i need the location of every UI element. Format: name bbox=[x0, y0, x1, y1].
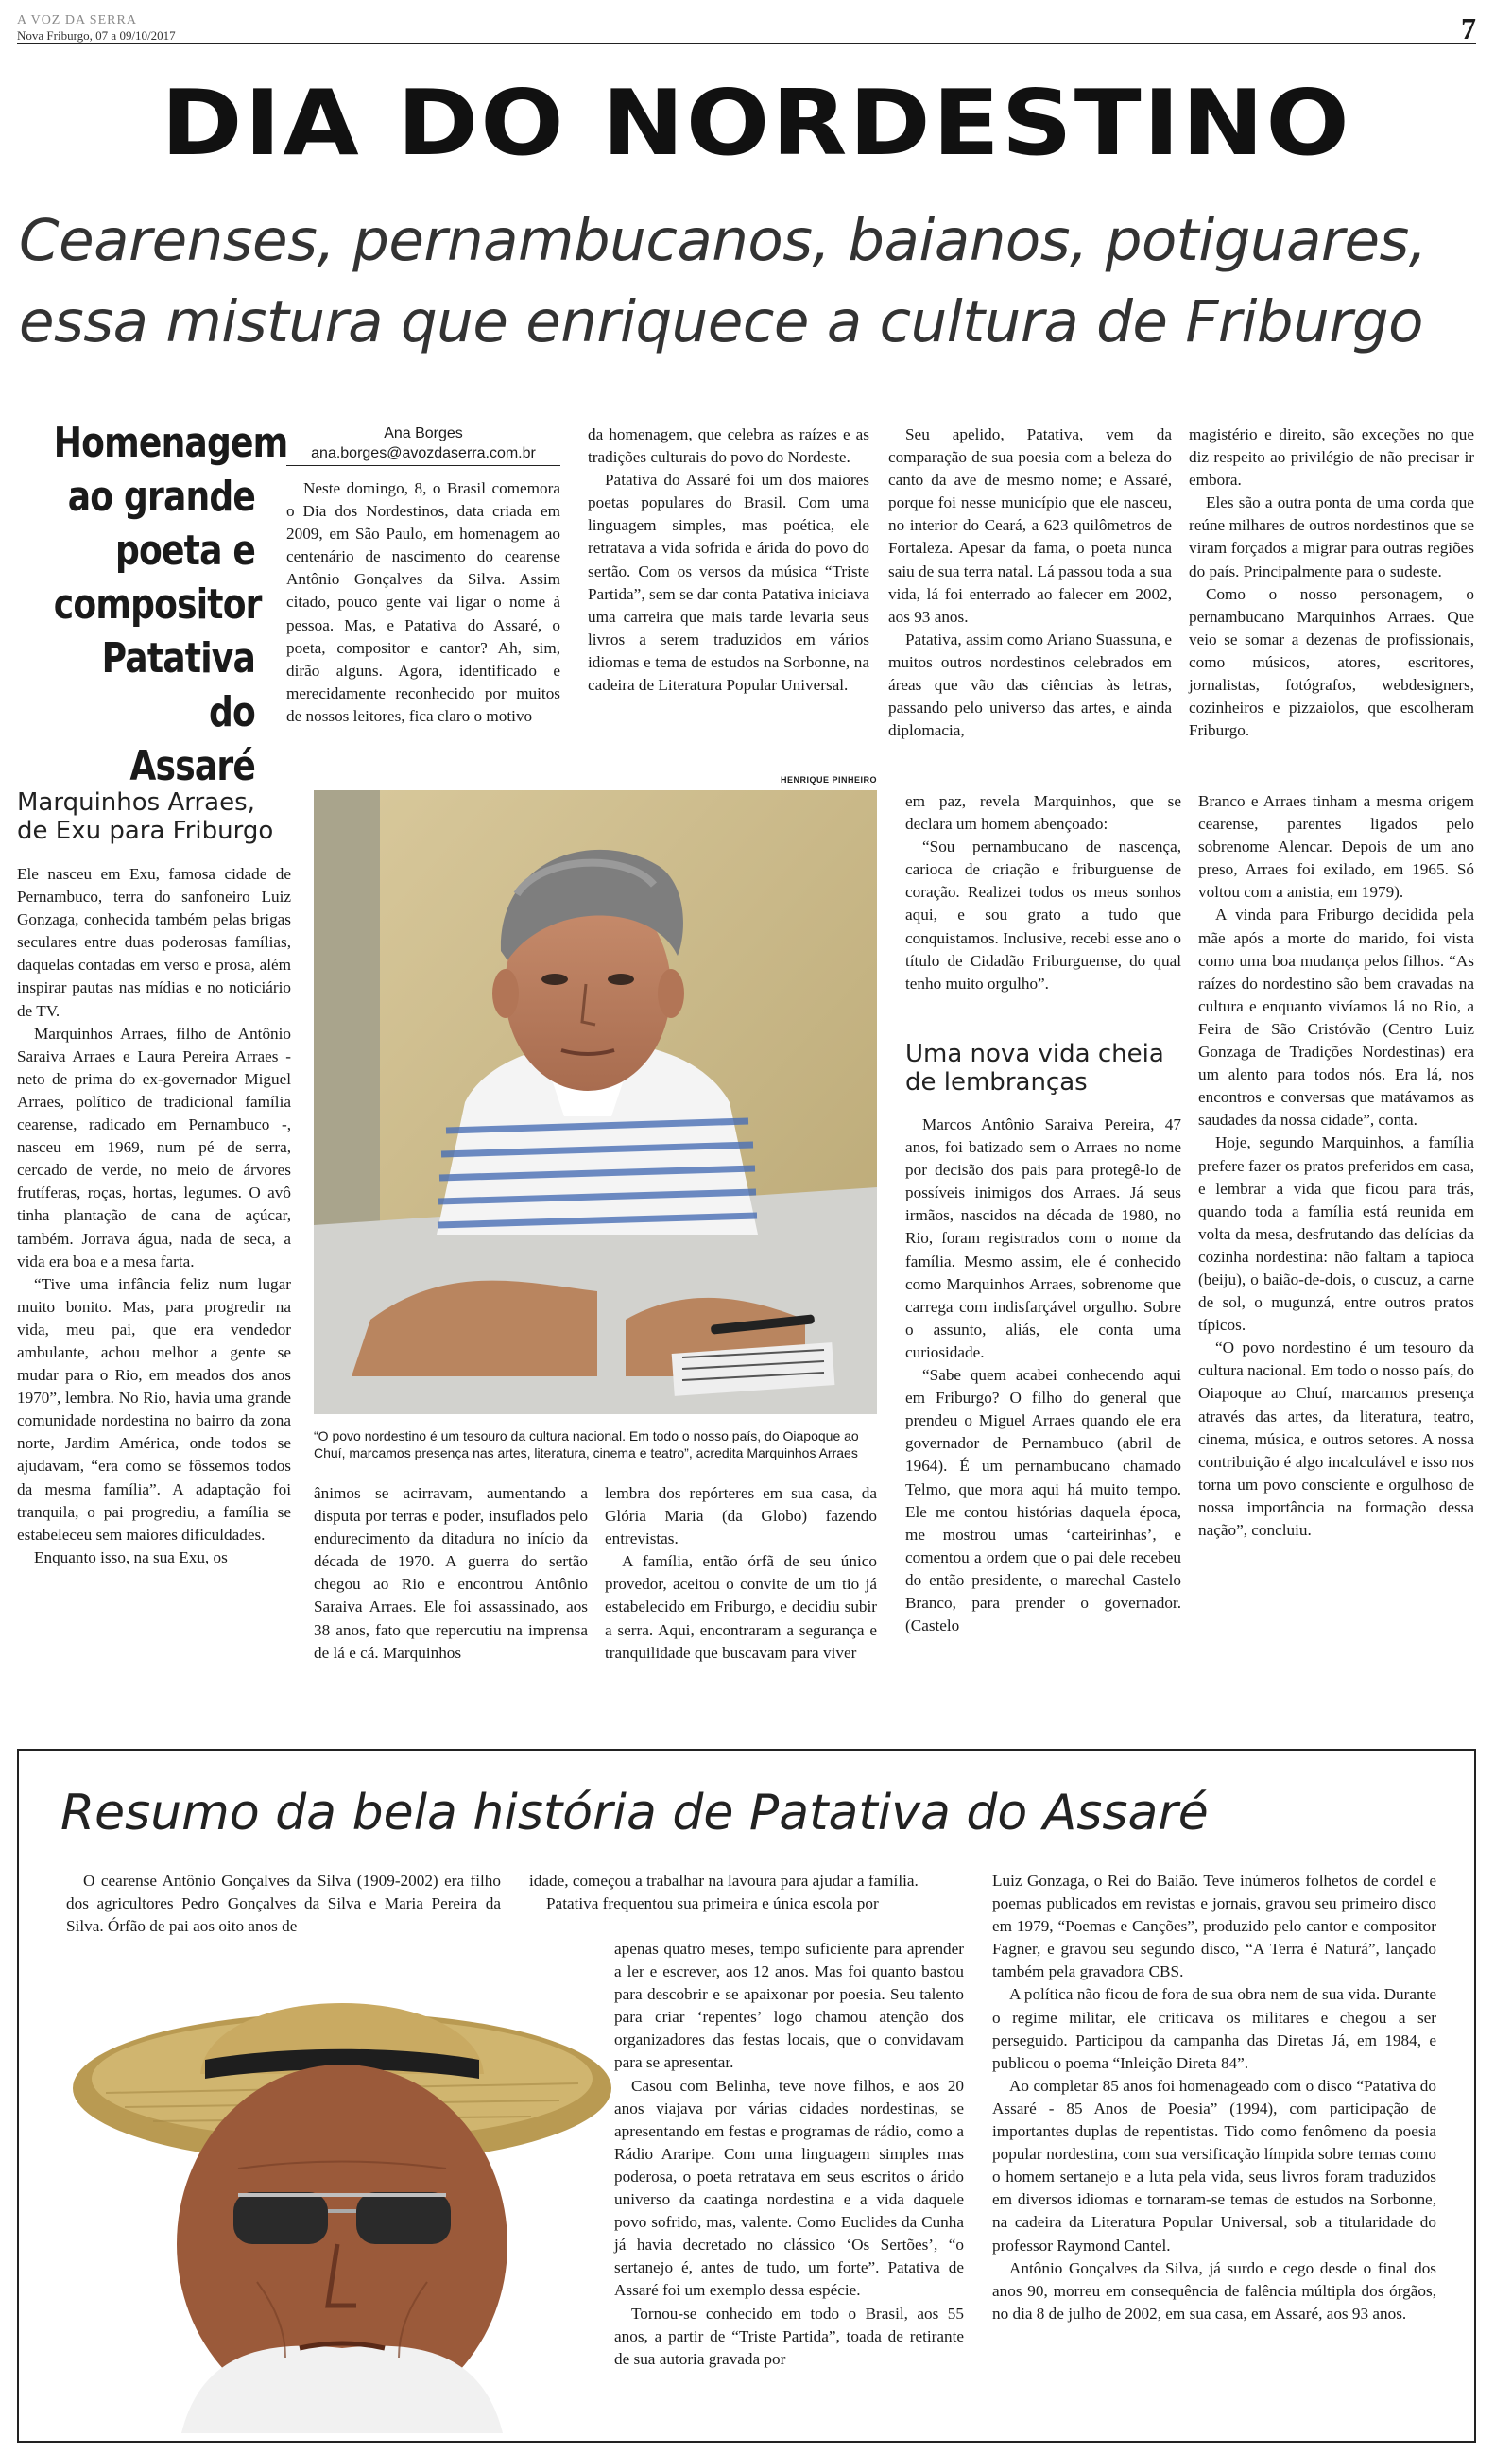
paragraph: “O povo nordestino é um tesouro da cultura nacional. Em todo o nosso país, do Oiapoque ao Chuí, marcamos presença através das artes, da literatura, teatro, cinema, música, e outros setores. A nossa contribuição é algo incalculável e isso nos torna um povo consciente e orgulhoso de nossa importância na formação dessa nação”, concluiu. bbox=[1198, 1339, 1474, 1539]
subheading bbox=[905, 1040, 1181, 1097]
kicker-line: compositor bbox=[53, 580, 262, 629]
intro-column-2 bbox=[588, 423, 869, 697]
paragraph: Ele nasceu em Exu, famosa cidade de Pernambuco, terra do sanfoneiro Luiz Gonzaga, conhecida também pelas brigas seculares entre duas poderosas famílias, daquelas contadas em verso e prosa, além inspirar pautas nas mídias e no noticiário de TV. bbox=[17, 865, 291, 1020]
section-heading-line: de Exu para Friburgo bbox=[17, 817, 274, 845]
paragraph: Marcos Antônio Saraiva Pereira, 47 anos, foi batizado sem o Arraes no nome por decisão dos pais para protegê-lo de possíveis inimigos dos Arraes. Já seus irmãos, nascidos na década de 1980, no Rio, foram registrados com o nome da família. Mesmo assim, ele é conhecido como Marquinhos Arraes, sobrenome que carrega com indisfarçável orgulho. Sobre o assunto, aliás, ele conta uma curiosidade. bbox=[905, 1115, 1181, 1361]
portrait-illustration bbox=[314, 790, 877, 1414]
byline-author: Ana Borges bbox=[384, 425, 463, 441]
paragraph: Marquinhos Arraes, filho de Antônio Saraiva Arraes e Laura Pereira Arraes - neto de prima do ex-governador Miguel Arraes, político de tradicional família cearense, radicado em Pernambuco -, nasceu em 1969, num pé de serra, cercado de verde, no meio de árvores frutíferas, roças, hortas, legumes. O avô tinha plantação de cana de açúcar, também. Jorrava água, nada de seca, a vida era boa e a mesa farta. bbox=[17, 1024, 291, 1270]
subheadline bbox=[19, 200, 1493, 363]
box-title: Resumo da bela história de Patativa do Assaré bbox=[60, 1785, 1209, 1841]
masthead-date: Nova Friburgo, 07 a 09/10/2017 bbox=[17, 28, 176, 43]
patativa-portrait bbox=[68, 1942, 616, 2433]
paragraph: A política não ficou de fora de sua obra nem de sua vida. Durante o regime militar, ele criticava os militares e chegou a ser perseguido. Participou da campanha das Diretas Já, em 1984, e publicou o poema “Inleição Direta 84”. bbox=[992, 1985, 1436, 2072]
byline bbox=[286, 423, 560, 463]
paragraph: A vinda para Friburgo decidida pela mãe após a morte do marido, foi vista como uma boa mudança pelos filhos. “As raízes do nordestino são bem cravadas na cultura e enquanto vivíamos lá no Rio, a Feira de São Cristóvão (Centro Luiz Gonzaga de Tradições Nordestinas) era um alento para todos nós. Era lá, nos encontros e conversas que matávamos as saudades da nossa cidade”, conta. bbox=[1198, 906, 1474, 1130]
subheadline-line: essa mistura que enriquece a cultura de Friburgo bbox=[19, 288, 1423, 355]
kicker bbox=[53, 416, 288, 793]
paragraph: Antônio Gonçalves da Silva, já surdo e cego desde o final dos anos 90, morreu em consequência de falência múltipla dos órgãos, no dia 8 de julho de 2002, em sua casa, em Assaré, aos 93 anos. bbox=[992, 2258, 1436, 2323]
kicker-line: ao grande bbox=[67, 473, 255, 521]
paragraph: ânimos se acirravam, aumentando a disputa por terras e poder, insuflados pelo endurecimento da ditadura no início da década de 1970. A guerra do sertão chegou ao Rio e encontrou Antônio Saraiva Arraes. Ele foi assassinado, aos 38 anos, fato que repercutiu na imprensa de lá e cá. Marquinhos bbox=[314, 1484, 588, 1662]
paragraph: Seu apelido, Patativa, vem da comparação de sua poesia com a beleza do canto da ave de mesmo nome; e Assaré, porque foi nesse município que ele nasceu, no interior do Ceará, a 623 quilômetros de Fortaleza. Apesar da fama, o poeta nunca saiu de sua terra natal. Lá passou toda a sua vida, lá foi enterrado ao falecer em 2002, aos 93 anos. bbox=[888, 425, 1172, 626]
headline: DIA DO NORDESTINO bbox=[161, 69, 1351, 177]
paragraph: Patativa, assim como Ariano Suassuna, e muitos outros nordestinos celebrados em áreas que vão das ciências às letras, passando pelo universo das artes, e ainda diplomacia, bbox=[888, 630, 1172, 740]
section-heading-line: Marquinhos Arraes, bbox=[17, 788, 255, 817]
article-column-4 bbox=[905, 790, 1181, 995]
paragraph: apenas quatro meses, tempo suficiente para aprender a ler e escrever, aos 12 anos. Mas foi quanto bastou para descobrir e se apaixonar por poesia. Seu talento para criar ‘repentes’ logo chamou atenção dos organizadores das festas locais, que o convidavam para se apresentar. bbox=[614, 1940, 964, 2072]
box-column-2-top bbox=[529, 1870, 964, 1915]
byline-rule bbox=[286, 465, 560, 466]
byline-email[interactable]: ana.borges@avozdaserra.com.br bbox=[311, 445, 536, 461]
paragraph: Tornou-se conhecido em todo o Brasil, aos 55 anos, a partir de “Triste Partida”, toada de retirante de sua autoria gravada por bbox=[614, 2304, 964, 2368]
intro-column-4 bbox=[1189, 423, 1474, 742]
photo-caption: “O povo nordestino é um tesouro da cultura nacional. Em todo o nosso país, do Oiapoque ao Chuí, marcamos presença nas artes, literatura, cinema e teatro”, acredita Marquinhos Arraes bbox=[314, 1428, 859, 1460]
paragraph: Hoje, segundo Marquinhos, a família prefere fazer os pratos preferidos em casa, e lembrar a vida que ficou para trás, quando toda a família está reunida em volta da mesa, desfrutando das delícias da cozinha nordestina: não faltam a tapioca (beiju), o baião-de-dois, o cuscuz, a carne de sol, o mugunzá, entre outros pratos típicos. bbox=[1198, 1133, 1474, 1335]
paragraph: Enquanto isso, na sua Exu, os bbox=[34, 1547, 228, 1566]
article-column-2 bbox=[314, 1482, 588, 1665]
header-rule bbox=[17, 43, 1476, 44]
box-column-2 bbox=[614, 1938, 964, 2371]
paragraph: Branco e Arraes tinham a mesma origem cearense, parentes ligados pelo sobrenome Alencar. Depois de um ano preso, Arraes foi exilado, em 1965. Só voltou com a anistia, em 1979). bbox=[1198, 792, 1474, 902]
kicker-line: Homenagem bbox=[53, 419, 288, 467]
paragraph: A família, então órfã de seu único provedor, aceitou o convite de um tio já estabelecido em Friburgo, e decidiu subir a serra. Aqui, encontraram a segurança e tranquilidade que buscavam para viver bbox=[605, 1552, 877, 1662]
kicker-line: Patativa do bbox=[101, 634, 255, 736]
paragraph: magistério e direito, são exceções no que diz respeito ao privilégio de não precisar ir embora. bbox=[1189, 425, 1474, 490]
subheading-line: Uma nova vida cheia bbox=[905, 1040, 1164, 1068]
paragraph: Ao completar 85 anos foi homenageado com o disco “Patativa do Assaré - 85 Anos de Poesia” (1994), com participação de importantes duplas de repentistas. Tido como fenômeno da poesia popular nordestina, com sua versificação límpida sobre temas como o homem sertanejo e a luta pela vida, seus livros foram traduzidos em diversos idiomas e tornaram-se temas de estudos na Sorbonne, na cadeira da Literatura Popular Universal, sob a titularidade do professor Raymond Cantel. bbox=[992, 2076, 1436, 2255]
paragraph: O cearense Antônio Gonçalves da Silva (1909-2002) era filho dos agricultores Pedro Gonçalves da Silva e Maria Pereira da Silva. Órfão de pai aos oito anos de bbox=[66, 1872, 501, 1936]
section-heading bbox=[17, 788, 301, 845]
paragraph: “Tive uma infância feliz num lugar muito bonito. Mas, para progredir na vida, meu pai, que era vendedor ambulante, achou melhor a gente se mudar para o Rio, em meados dos anos 1970”, lembra. No Rio, havia uma grande comunidade nordestina no bairro da zona norte, Jardim América, onde todos se ajudavam, “era como se fôssemos todos da mesma família”. A adaptação foi tranquila, o pai progrediu, a família se estabeleceu sem maiores dificuldades. bbox=[17, 1274, 291, 1544]
kicker-line: poeta e bbox=[115, 527, 255, 575]
article-column-1 bbox=[17, 863, 291, 1569]
intro-column-1 bbox=[286, 477, 560, 728]
article-column-4b bbox=[905, 1114, 1181, 1637]
patativa-illustration bbox=[68, 1942, 616, 2433]
paragraph: Como o nosso personagem, o pernambucano Marquinhos Arraes. Que veio se somar a dezenas de profissionais, como músicos, atores, escritores, jornalistas, fotógrafos, webdesigners, cozinheiros e pizzaiolos, que escolheram Friburgo. bbox=[1189, 584, 1474, 740]
masthead-name: A VOZ DA SERRA bbox=[17, 13, 137, 27]
paragraph: Neste domingo, 8, o Brasil comemora o Dia dos Nordestinos, data criada em 2009, em São Paulo, em homenagem ao centenário de nascimento do cearense Antônio Gonçalves da Silva. Assim citado, pouco gente vai ligar o nome à pessoa. Mas, e Patativa do Assaré, o poeta, compositor e cantor? Ah, sim, dirão alguns. Agora, identificado e merecidamente reconhecido por muitos de nossos leitores, fica claro o motivo bbox=[286, 479, 560, 725]
paragraph: Patativa do Assaré foi um dos maiores poetas populares do Brasil. Com uma linguagem simples, mas poética, ele retratava a vida sofrida e árida do povo do sertão. Com os versos da música “Triste Partida”, sem se dar conta Patativa iniciava uma carreira que mais tarde levaria seus livros a serem traduzidos em vários idiomas e tema de estudos na Sorbonne, na cadeira de Literatura Popular Universal. bbox=[588, 471, 869, 695]
paragraph: Luiz Gonzaga, o Rei do Baião. Teve inúmeros folhetos de cordel e poemas publicados em revistas e jornais, gravou seu primeiro disco em 1979, “Poemas e Canções”, produzido pelo cantor e compositor Fagner, e gravou seu segundo disco, “A Terra é Naturá”, lançado também pela gravadora CBS. bbox=[992, 1872, 1436, 1981]
paragraph: “Sou pernambucano de nascença, carioca de criação e friburguense de coração. Realizei todos os meus sonhos aqui, e sou grato a tudo que conquistamos. Inclusive, recebi esse ano o título de Cidadão Friburguense, do qual tenho muito orgulho”. bbox=[905, 838, 1181, 993]
intro-column-3 bbox=[888, 423, 1172, 742]
paragraph: da homenagem, que celebra as raízes e as tradições culturais do povo do Nordeste. bbox=[588, 425, 869, 467]
box-column-3 bbox=[992, 1870, 1436, 2325]
paragraph: Eles são a outra ponta de uma corda que reúne milhares de outros nordestinos que se viram forçados a migrar para outras regiões do país. Principalmente para o sudeste. bbox=[1189, 493, 1474, 580]
kicker-line: Assaré bbox=[129, 742, 255, 790]
paragraph: Patativa frequentou sua primeira e única escola por bbox=[546, 1894, 879, 1913]
photo-credit: HENRIQUE PINHEIRO bbox=[780, 775, 877, 785]
paragraph: “Sabe quem acabei conhecendo aqui em Friburgo? O filho do general que prendeu o Miguel Arraes quando ele era governador de Pernambuco (abril de 1964). É um pernambucano chamado Telmo, que mora aqui há muito tempo. Ele me contou histórias daquela época, me mostrou umas ‘carteirinhas’, e comentou a ordem que o pai dele recebeu do então presidente, o marechal Castelo Branco, para prender o governador. (Castelo bbox=[905, 1366, 1181, 1635]
subheading-line: de lembranças bbox=[905, 1068, 1088, 1097]
subheadline-line: Cearenses, pernambucanos, baianos, potiguares, bbox=[19, 207, 1427, 274]
paragraph: Casou com Belinha, teve nove filhos, e aos 20 anos viajava por várias cidades nordestinas, se apresentando em festas e programas de rádio, como a Rádio Araripe. Com uma linguagem simples mas poderosa, o poeta retratava em seus escritos o árido universo da caatinga nordestina e a vida daquele povo sofrido, mas, valente. Como Euclides da Cunha já havia decretado no clássico ‘Os Sertões’, “o sertanejo é, antes de tudo, um forte”. Patativa de Assaré foi um exemplo dessa espécie. bbox=[614, 2076, 964, 2300]
portrait-photo bbox=[314, 790, 877, 1414]
page-number: 7 bbox=[1461, 11, 1476, 45]
paragraph: em paz, revela Marquinhos, que se declara um homem abençoado: bbox=[905, 792, 1181, 834]
article-column-5 bbox=[1198, 790, 1474, 1542]
article-column-3 bbox=[605, 1482, 877, 1665]
paragraph: lembra dos repórteres em sua casa, da Glória Maria (da Globo) fazendo entrevistas. bbox=[605, 1484, 877, 1548]
paragraph: idade, começou a trabalhar na lavoura para ajudar a família. bbox=[529, 1872, 919, 1890]
box-column-1 bbox=[66, 1870, 501, 1938]
